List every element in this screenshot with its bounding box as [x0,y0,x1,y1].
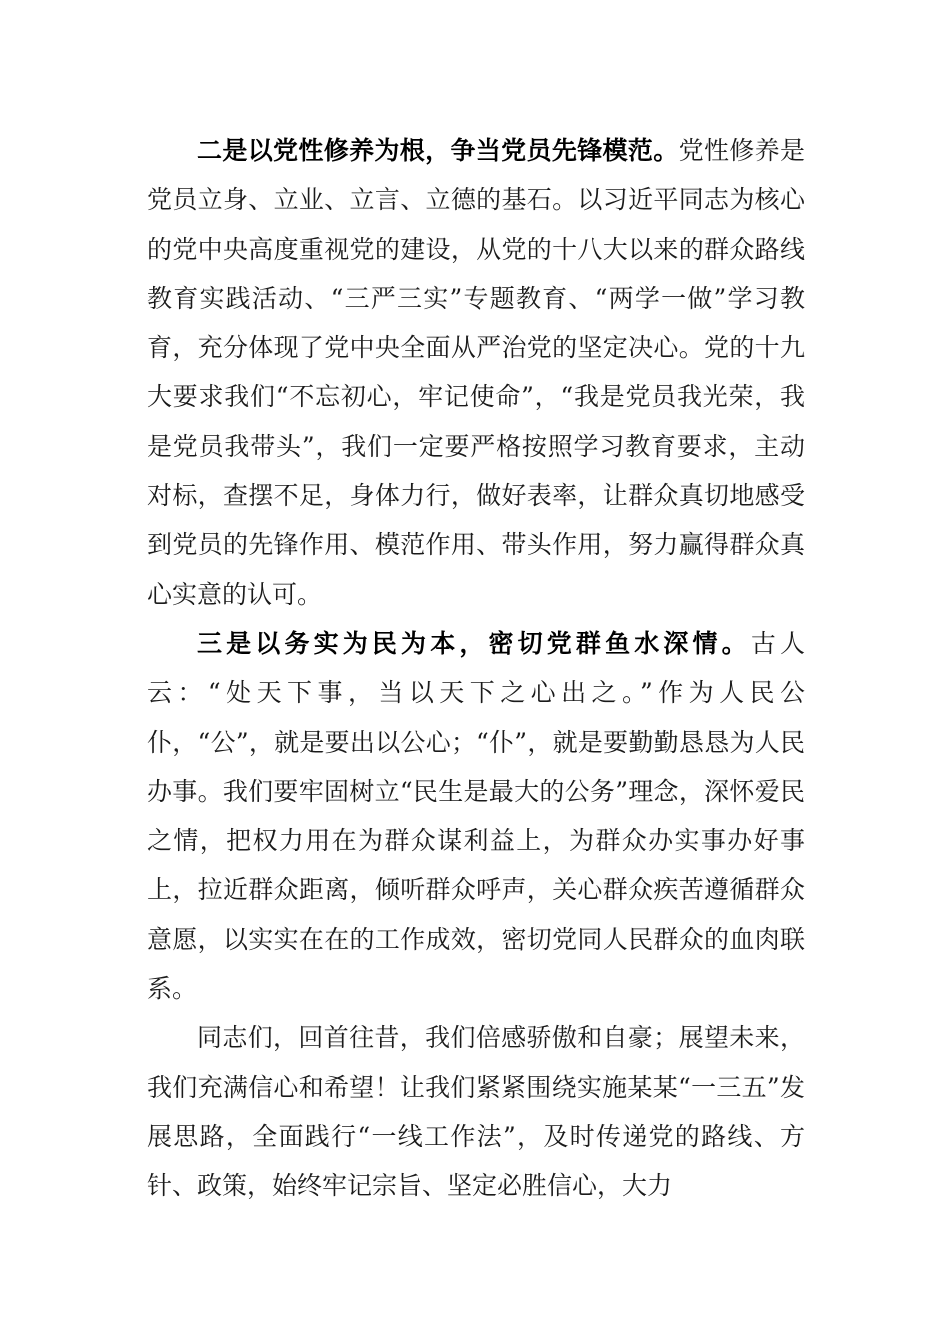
paragraph-party-cultivation [147,126,805,619]
paragraph-heading: 三是以务实为民为本，密切党群鱼水深情。 [197,628,751,658]
paragraph-body: 党性修养是党员立身、立业、立言、立德的基石。以习近平同志为核心的党中央高度重视党的建设，从党的十八大以来的群众路线教育实践活动、“三严三实”专题教育、“两学一做”学习教育，充分体现了党中央全面从严治党的坚定决心。党的十九大要求我们“不忘初心，牢记使命”，“我是党员我光荣，我是党员我带头”，我们一定要严格按照学习教育要求，主动对标，查摆不足，身体力行，做好表率，让群众真切地感受到党员的先锋作用、模范作用、带头作用，努力赢得群众真心实意的认可。 [147,136,805,609]
paragraph-heading: 二是以党性修养为根，争当党员先锋模范。 [197,136,679,165]
paragraph-body: 古人云：“处天下事，当以天下之心出之。”作为人民公仆，“公”，就是要出以公心；“仆”，就是要勤勤恳恳为人民办事。我们要牢固树立“民生是最大的公务”理念，深怀爱民之情，把权力用在为群众谋利益上，为群众办实事办好事上，拉近群众距离，倾听群众呼声，关心群众疾苦遵循群众意愿，以实实在在的工作成效，密切党同人民群众的血肉联系。 [147,628,805,1004]
paragraph-serving-people [147,619,805,1013]
paragraph-closing [147,1013,805,1210]
document-page [147,126,805,1211]
paragraph-body: 同志们，回首往昔，我们倍感骄傲和自豪；展望未来，我们充满信心和希望！让我们紧紧围绕实施某某“一三五”发展思路，全面践行“一线工作法”，及时传递党的路线、方针、政策，始终牢记宗旨、坚定必胜信心，大力 [147,1023,805,1201]
